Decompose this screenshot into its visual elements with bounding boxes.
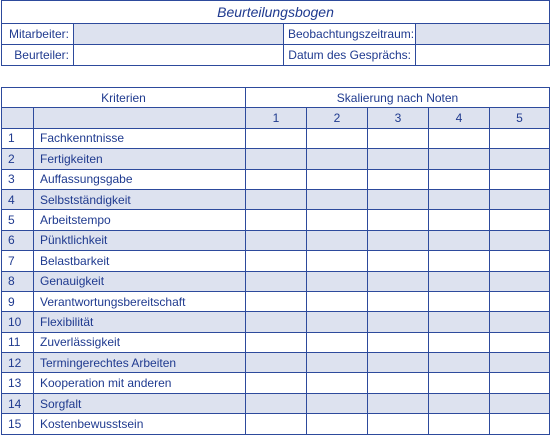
grade-cell[interactable] <box>368 414 429 434</box>
zeitraum-label: Beobachtungszeitraum: <box>284 24 416 45</box>
grade-cell[interactable] <box>490 128 550 148</box>
criterion-label: Belastbarkeit <box>34 251 246 271</box>
grade-cell[interactable] <box>246 312 307 332</box>
row-number: 15 <box>2 414 34 434</box>
row-number: 5 <box>2 210 34 230</box>
noten-header-row <box>2 108 550 128</box>
grade-cell[interactable] <box>307 189 368 209</box>
grade-cell[interactable] <box>490 353 550 373</box>
kriterien-header: Kriterien <box>2 88 246 108</box>
note-header: 5 <box>490 108 550 128</box>
note-header: 3 <box>368 108 429 128</box>
grade-cell[interactable] <box>368 291 429 311</box>
criterion-label: Pünktlichkeit <box>34 230 246 250</box>
criteria-table <box>1 87 550 435</box>
zeitraum-field[interactable] <box>416 24 550 45</box>
criterion-label: Verantwortungsbereitschaft <box>34 291 246 311</box>
table-row <box>2 291 550 311</box>
grade-cell[interactable] <box>246 414 307 434</box>
grade-cell[interactable] <box>246 230 307 250</box>
table-row <box>2 393 550 413</box>
table-row <box>2 128 550 148</box>
row-number: 8 <box>2 271 34 291</box>
row-number: 3 <box>2 169 34 189</box>
grade-cell[interactable] <box>368 393 429 413</box>
table-row <box>2 373 550 393</box>
mitarbeiter-label: Mitarbeiter: <box>2 24 74 45</box>
grade-cell[interactable] <box>490 373 550 393</box>
grade-cell[interactable] <box>490 230 550 250</box>
beurteiler-field[interactable] <box>74 45 284 66</box>
criterion-label: Kooperation mit anderen <box>34 373 246 393</box>
form-title: Beurteilungsbogen <box>2 1 550 24</box>
grade-cell[interactable] <box>429 149 490 169</box>
skala-header: Skalierung nach Noten <box>246 88 550 108</box>
row-number: 13 <box>2 373 34 393</box>
table-row <box>2 414 550 434</box>
grade-cell[interactable] <box>429 414 490 434</box>
table-row <box>2 149 550 169</box>
grade-cell[interactable] <box>246 169 307 189</box>
grade-cell[interactable] <box>246 210 307 230</box>
grade-cell[interactable] <box>490 149 550 169</box>
grade-cell[interactable] <box>307 230 368 250</box>
table-row <box>2 271 550 291</box>
grade-cell[interactable] <box>490 414 550 434</box>
criterion-label: Auffassungsgabe <box>34 169 246 189</box>
grade-cell[interactable] <box>307 291 368 311</box>
criterion-label: Fertigkeiten <box>34 149 246 169</box>
criteria-rows <box>2 128 550 434</box>
grade-cell[interactable] <box>368 373 429 393</box>
grade-cell[interactable] <box>307 210 368 230</box>
beurteiler-label: Beurteiler: <box>2 45 74 66</box>
criterion-label: Selbstständigkeit <box>34 189 246 209</box>
grade-cell[interactable] <box>307 169 368 189</box>
grade-cell[interactable] <box>246 373 307 393</box>
grade-cell[interactable] <box>368 169 429 189</box>
datum-field[interactable] <box>416 45 550 66</box>
grade-cell[interactable] <box>429 271 490 291</box>
grade-cell[interactable] <box>429 128 490 148</box>
grade-cell[interactable] <box>429 312 490 332</box>
criterion-label: Termingerechtes Arbeiten <box>34 353 246 373</box>
grade-cell[interactable] <box>307 251 368 271</box>
grade-cell[interactable] <box>307 373 368 393</box>
row-number: 1 <box>2 128 34 148</box>
grade-cell[interactable] <box>490 210 550 230</box>
table-row <box>2 251 550 271</box>
grade-cell[interactable] <box>307 271 368 291</box>
grade-cell[interactable] <box>246 393 307 413</box>
grade-cell[interactable] <box>246 251 307 271</box>
grade-cell[interactable] <box>246 332 307 352</box>
grade-cell[interactable] <box>246 353 307 373</box>
grade-cell[interactable] <box>429 189 490 209</box>
grade-cell[interactable] <box>429 210 490 230</box>
grade-cell[interactable] <box>307 353 368 373</box>
nr-header-cell <box>2 108 34 128</box>
grade-cell[interactable] <box>429 169 490 189</box>
criterion-label: Arbeitstempo <box>34 210 246 230</box>
datum-label: Datum des Gesprächs: <box>284 45 416 66</box>
row-number: 9 <box>2 291 34 311</box>
grade-cell[interactable] <box>490 251 550 271</box>
row-number: 11 <box>2 332 34 352</box>
grade-cell[interactable] <box>246 291 307 311</box>
table-row <box>2 332 550 352</box>
grade-cell[interactable] <box>429 291 490 311</box>
grade-cell[interactable] <box>368 271 429 291</box>
note-header: 4 <box>429 108 490 128</box>
grade-cell[interactable] <box>429 230 490 250</box>
criterion-label: Kostenbewusstsein <box>34 414 246 434</box>
table-row <box>2 353 550 373</box>
grade-cell[interactable] <box>490 393 550 413</box>
row-number: 14 <box>2 393 34 413</box>
grade-cell[interactable] <box>368 251 429 271</box>
grade-cell[interactable] <box>490 189 550 209</box>
note-header: 2 <box>307 108 368 128</box>
grade-cell[interactable] <box>246 128 307 148</box>
criterion-label: Sorgfalt <box>34 393 246 413</box>
criterion-label: Fachkenntnisse <box>34 128 246 148</box>
grade-cell[interactable] <box>307 332 368 352</box>
table-row <box>2 312 550 332</box>
grade-cell[interactable] <box>307 312 368 332</box>
mitarbeiter-field[interactable] <box>74 24 284 45</box>
row-number: 4 <box>2 189 34 209</box>
grade-cell[interactable] <box>429 353 490 373</box>
row-number: 6 <box>2 230 34 250</box>
criterion-label: Flexibilität <box>34 312 246 332</box>
grade-cell[interactable] <box>429 251 490 271</box>
grade-cell[interactable] <box>368 353 429 373</box>
grade-cell[interactable] <box>368 332 429 352</box>
grade-cell[interactable] <box>490 291 550 311</box>
grade-cell[interactable] <box>368 230 429 250</box>
label-header-cell <box>34 108 246 128</box>
grade-cell[interactable] <box>368 149 429 169</box>
grade-cell[interactable] <box>307 393 368 413</box>
grade-cell[interactable] <box>490 332 550 352</box>
row-number: 7 <box>2 251 34 271</box>
row-number: 12 <box>2 353 34 373</box>
grade-cell[interactable] <box>246 189 307 209</box>
grade-cell[interactable] <box>368 189 429 209</box>
grade-cell[interactable] <box>429 373 490 393</box>
table-row <box>2 230 550 250</box>
header-table <box>1 0 550 66</box>
grade-cell[interactable] <box>307 149 368 169</box>
table-row <box>2 210 550 230</box>
criterion-label: Zuverlässigkeit <box>34 332 246 352</box>
row-number: 10 <box>2 312 34 332</box>
grade-cell[interactable] <box>246 149 307 169</box>
row-number: 2 <box>2 149 34 169</box>
criterion-label: Genauigkeit <box>34 271 246 291</box>
grade-cell[interactable] <box>307 414 368 434</box>
table-row <box>2 169 550 189</box>
grade-cell[interactable] <box>368 210 429 230</box>
grade-cell[interactable] <box>368 128 429 148</box>
grade-cell[interactable] <box>368 312 429 332</box>
grade-cell[interactable] <box>429 332 490 352</box>
grade-cell[interactable] <box>307 128 368 148</box>
note-header: 1 <box>246 108 307 128</box>
grade-cell[interactable] <box>490 271 550 291</box>
grade-cell[interactable] <box>490 312 550 332</box>
table-row <box>2 189 550 209</box>
grade-cell[interactable] <box>490 169 550 189</box>
grade-cell[interactable] <box>429 393 490 413</box>
grade-cell[interactable] <box>246 271 307 291</box>
